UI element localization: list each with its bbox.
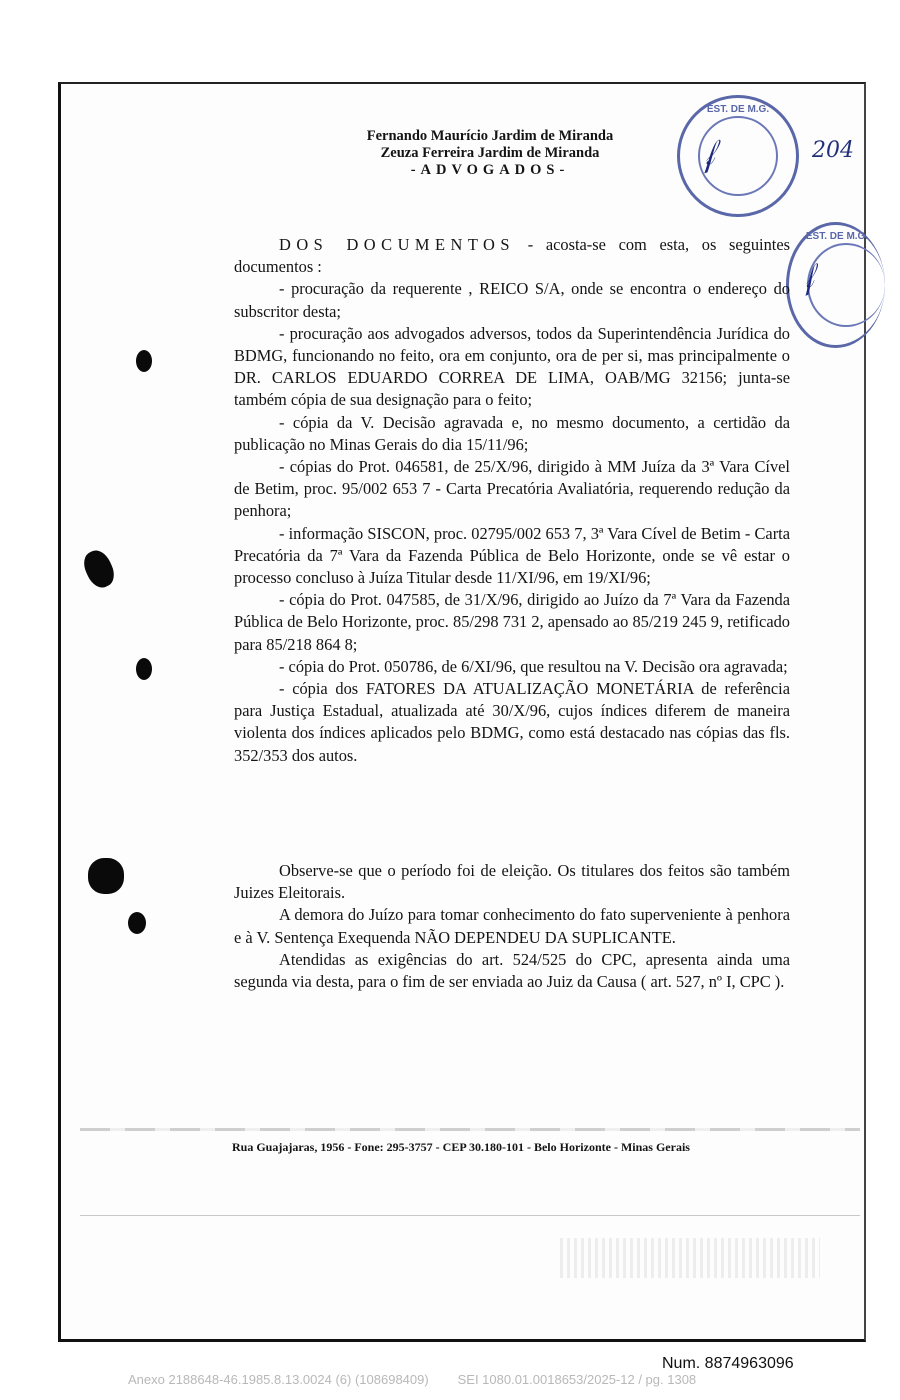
signature-mark: 𝒻 (793, 260, 819, 297)
lawyer-name-1: Fernando Maurício Jardim de Miranda (366, 128, 614, 144)
closing-paragraph: A demora do Juízo para tomar conhecimento do fato superveniente à penhora e à V. Sentença Exequenda NÃO DEPENDEU DA SUPLICANTE. (234, 905, 790, 947)
stamp-text: EST. DE M.G. (805, 231, 869, 242)
annex-reference (128, 1372, 696, 1387)
letterhead (300, 128, 680, 179)
section-heading: DOS DOCUMENTOS (279, 235, 516, 254)
closing-section (234, 860, 790, 993)
stamp-inner-ring (807, 243, 885, 327)
list-item: - cópias do Prot. 046581, de 25/X/96, dirigido à MM Juíza da 3ª Vara Cível de Betim, proc. 95/002 653 7 - Carta Precatória Avaliatória, requerendo redução da penhora; (234, 457, 790, 521)
lawyer-name-2: Zeuza Ferreira Jardim de Miranda (380, 145, 600, 161)
documents-section (234, 234, 790, 767)
list-item: - cópia do Prot. 050786, de 6/XI/96, que resultou na V. Decisão ora agravada; (279, 656, 788, 676)
binder-mark (88, 858, 124, 894)
footer-address: Rua Guajajaras, 1956 - Fone: 295-3757 - CEP 30.180-101 - Belo Horizonte - Minas Gerais (232, 1140, 690, 1154)
list-item: - cópia do Prot. 047585, de 31/X/96, dirigido ao Juízo da 7ª Vara da Fazenda Pública de Belo Horizonte, proc. 85/298 731 2, apensado ao 85/219 245 9, retificado para 85/218 864 8; (234, 590, 790, 654)
footer-rule (80, 1128, 860, 1131)
annex-left: Anexo 2188648-46.1985.8.13.0024 (6) (108698409) (128, 1372, 429, 1387)
official-stamp-partial (786, 222, 885, 348)
punch-hole (136, 350, 152, 372)
list-item: - procuração da requerente , REICO S/A, onde se encontra o endereço do subscritor desta; (234, 279, 790, 321)
list-item: - cópia dos FATORES DA ATUALIZAÇÃO MONETÁRIA de referência para Justiça Estadual, atualizada até 30/X/96, cujos índices diferem de maneira violenta dos índices aplicados pelo BDMG, como está destacado nas cópias das fls. 352/353 dos autos. (234, 679, 790, 765)
closing-paragraph: Atendidas as exigências do art. 524/525 do CPC, apresenta ainda uma segunda via desta, para o fim de ser enviada ao Juiz da Causa ( art. 527, nº I, CPC ). (234, 949, 790, 992)
signature-mark: 𝒻 (694, 136, 719, 175)
official-stamp (677, 95, 799, 217)
punch-hole (136, 658, 152, 680)
punch-hole (128, 912, 146, 934)
section-heading-rest: - acosta-se com esta, os seguintes documentos : (234, 235, 791, 277)
list-item: - cópia da V. Decisão agravada e, no mesmo documento, a certidão da publicação no Minas Gerais do dia 15/11/96; (234, 412, 790, 454)
annex-right: SEI 1080.01.0018653/2025-12 / pg. 1308 (457, 1372, 697, 1387)
stamp-text: EST. DE M.G. (706, 104, 770, 115)
closing-paragraph: Observe-se que o período foi de eleição. Os titulares dos feitos são também Juizes Eleitorais. (234, 861, 790, 903)
section-intro (234, 234, 790, 278)
document-number: Num. 8874963096 (662, 1355, 794, 1372)
footer-divider (80, 1215, 860, 1216)
scan-smudge (560, 1238, 820, 1278)
page-annotation: 204 (812, 138, 854, 163)
list-item: - informação SISCON, proc. 02795/002 653 7, 3ª Vara Cível de Betim - Carta Precatória da 7ª Vara da Fazenda Pública de Belo Horizonte, onde se vê estar o processo concluso à Juíza Titular desde 11/XI/96, em 19/XI/96; (234, 523, 790, 588)
list-item: - procuração aos advogados adversos, todos da Superintendência Jurídica do BDMG, funcionando no feito, ora em conjunto, ora de per si, mas principalmente o DR. CARLOS EDUARDO CORREA DE LIMA, OAB/MG 32156; junta-se também cópia de sua designação para o feito; (234, 323, 790, 410)
firm-title: -ADVOGADOS- (410, 162, 570, 178)
